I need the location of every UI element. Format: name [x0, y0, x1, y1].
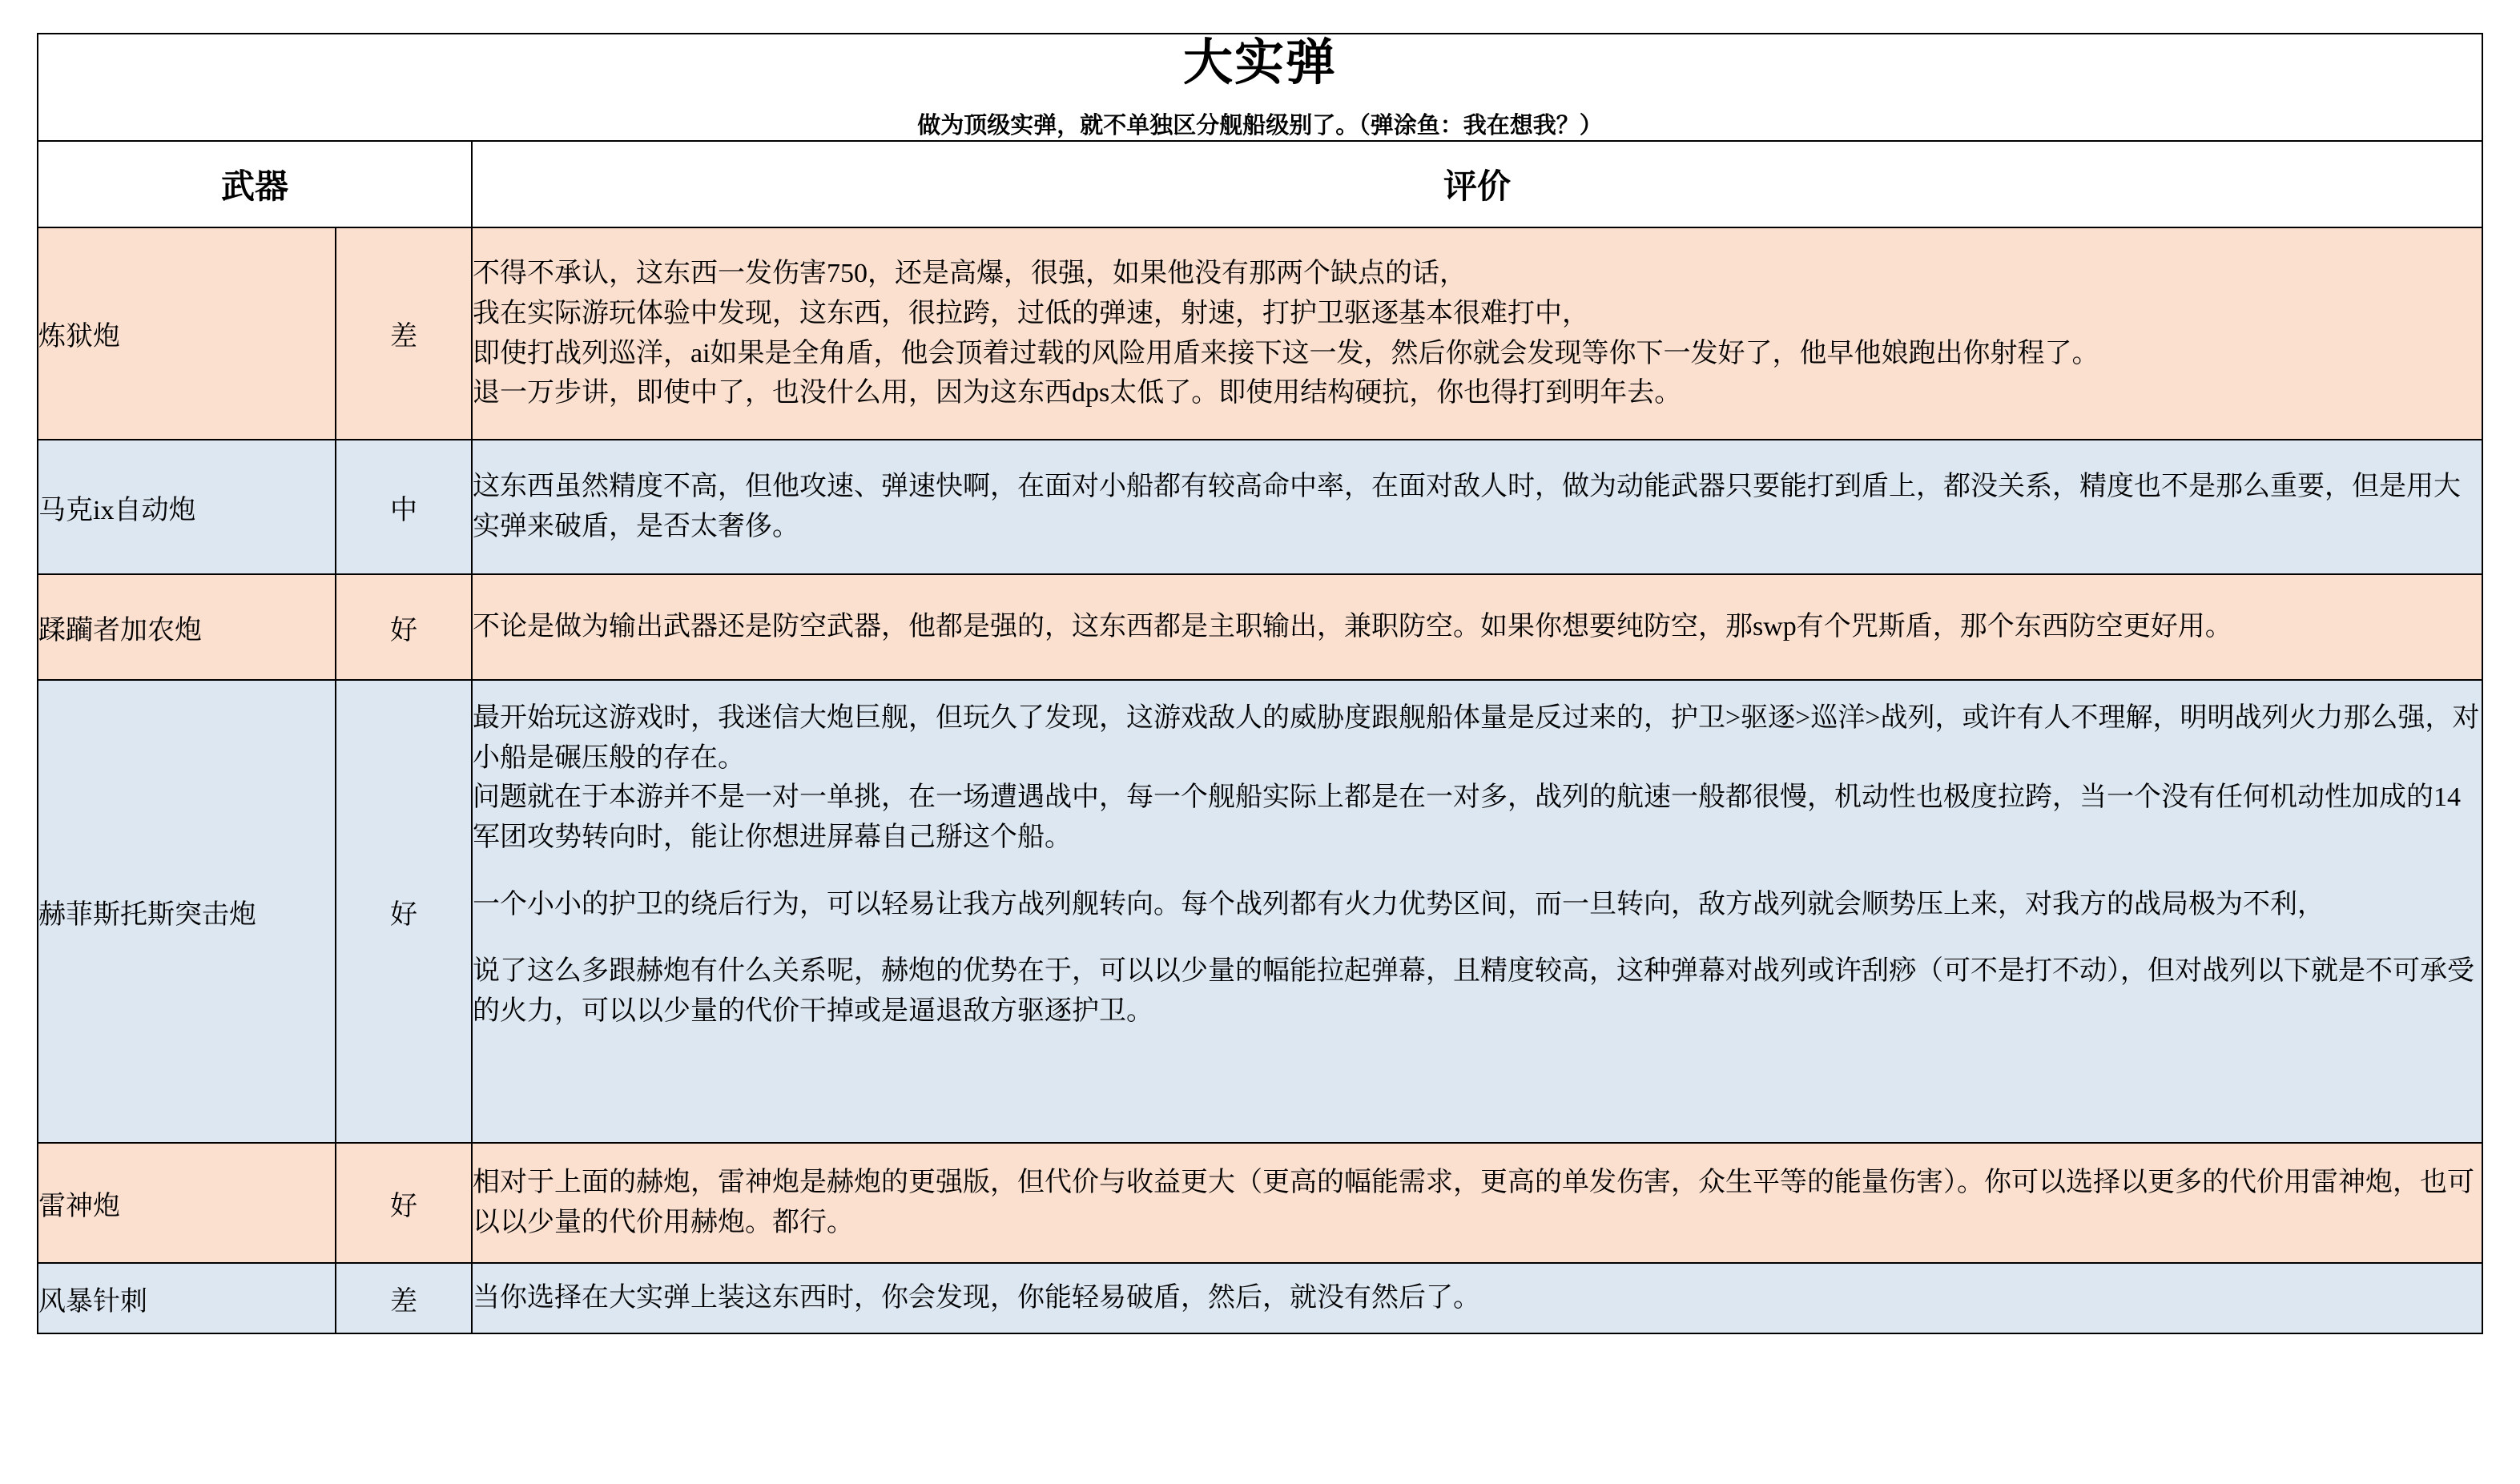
table-row [38, 1143, 2482, 1263]
rating-badge: 差 [336, 1263, 472, 1333]
review-text [472, 1143, 2482, 1263]
weapon-name: 马克ix自动炮 [38, 440, 336, 574]
table-body [38, 34, 2482, 1333]
weapon-name: 炼狱炮 [38, 227, 336, 440]
page-subtitle: 做为顶级实弹，就不单独区分舰船级别了。（弹涂鱼：我在想我？） [917, 113, 1603, 139]
weapon-name: 赫菲斯托斯突击炮 [38, 680, 336, 1143]
review-paragraph: 不论是做为输出武器还是防空武器，他都是强的，这东西都是主职输出，兼职防空。如果你想要纯防空，那swp有个咒斯盾，那个东西防空更好用。 [473, 612, 2232, 642]
rating-badge: 差 [336, 227, 472, 440]
review-paragraph: 当你选择在大实弹上装这东西时，你会发现，你能轻易破盾，然后，就没有然后了。 [473, 1283, 1480, 1313]
review-paragraph: 最开始玩这游戏时，我迷信大炮巨舰，但玩久了发现，这游戏敌人的威胁度跟舰船体量是反过来的，护卫>驱逐>巡洋>战列，或许有人不理解，明明战列火力那么强，对小船是碾压般的存在。 [473, 703, 2480, 773]
rating-badge: 中 [336, 440, 472, 574]
review-paragraph: 相对于上面的赫炮，雷神炮是赫炮的更强版，但代价与收益更大（更高的幅能需求，更高的单发伤害，众生平等的能量伤害）。你可以选择以更多的代价用雷神炮，也可以以少量的代价用赫炮。都行。 [473, 1168, 2474, 1238]
rating-badge: 好 [336, 1143, 472, 1263]
table-row [38, 574, 2482, 680]
weapon-review-table [37, 33, 2483, 1334]
title-row [38, 34, 2482, 141]
table-row [38, 1263, 2482, 1333]
rating-badge: 好 [336, 680, 472, 1143]
review-paragraph: 即使打战列巡洋，ai如果是全角盾，他会顶着过载的风险用盾来接下这一发，然后你就会发现等你下一发好了，他早他娘跑出你射程了。 [473, 338, 2099, 368]
review-paragraph: 一个小小的护卫的绕后行为，可以轻易让我方战列舰转向。每个战列都有火力优势区间，而一旦转向，敌方战列就会顺势压上来，对我方的战局极为不利， [473, 889, 2325, 919]
weapon-name: 雷神炮 [38, 1143, 336, 1263]
review-paragraph: 这东西虽然精度不高，但他攻速、弹速快啊，在面对小船都有较高命中率，在面对敌人时，做为动能武器只要能打到盾上，都没关系，精度也不是那么重要，但是用大实弹来破盾，是否太奢侈。 [473, 472, 2461, 542]
table-row [38, 227, 2482, 440]
review-paragraph: 我在实际游玩体验中发现，这东西，很拉跨，过低的弹速，射速，打护卫驱逐基本很难打中， [473, 298, 1589, 328]
rating-badge: 好 [336, 574, 472, 680]
review-text [472, 1263, 2482, 1333]
weapon-name: 蹂躏者加农炮 [38, 574, 336, 680]
page-title: 大实弹 [1183, 35, 1338, 90]
column-header-weapon: 武器 [38, 141, 472, 227]
review-paragraph: 说了这么多跟赫炮有什么关系呢，赫炮的优势在于，可以以少量的幅能拉起弹幕，且精度较高，这种弹幕对战列或许刮痧（可不是打不动），但对战列以下就是不可承受的火力，可以以少量的代价干掉或是逼退敌方驱逐护卫。 [473, 956, 2474, 1026]
table-row [38, 680, 2482, 1143]
review-text [472, 227, 2482, 440]
review-paragraph: 问题就在于本游并不是一对一单挑，在一场遭遇战中，每一个舰船实际上都是在一对多，战列的航速一般都很慢，机动性也极度拉跨，当一个没有任何机动性加成的14军团攻势转向时，能让你想进屏幕自己掰这个船。 [473, 782, 2461, 852]
review-text [472, 574, 2482, 680]
weapon-name: 风暴针刺 [38, 1263, 336, 1333]
review-text [472, 440, 2482, 574]
review-paragraph: 不得不承认，这东西一发伤害750，还是高爆，很强，如果他没有那两个缺点的话， [473, 259, 1467, 289]
weapon-review-table-wrapper [37, 33, 2482, 1334]
review-text [472, 680, 2482, 1143]
review-paragraph: 退一万步讲，即使中了，也没什么用，因为这东西dps太低了。即使用结构硬抗，你也得打到明年去。 [473, 378, 1682, 408]
header-row [38, 141, 2482, 227]
column-header-review: 评价 [472, 141, 2482, 227]
table-row [38, 440, 2482, 574]
title-block [38, 34, 2482, 141]
